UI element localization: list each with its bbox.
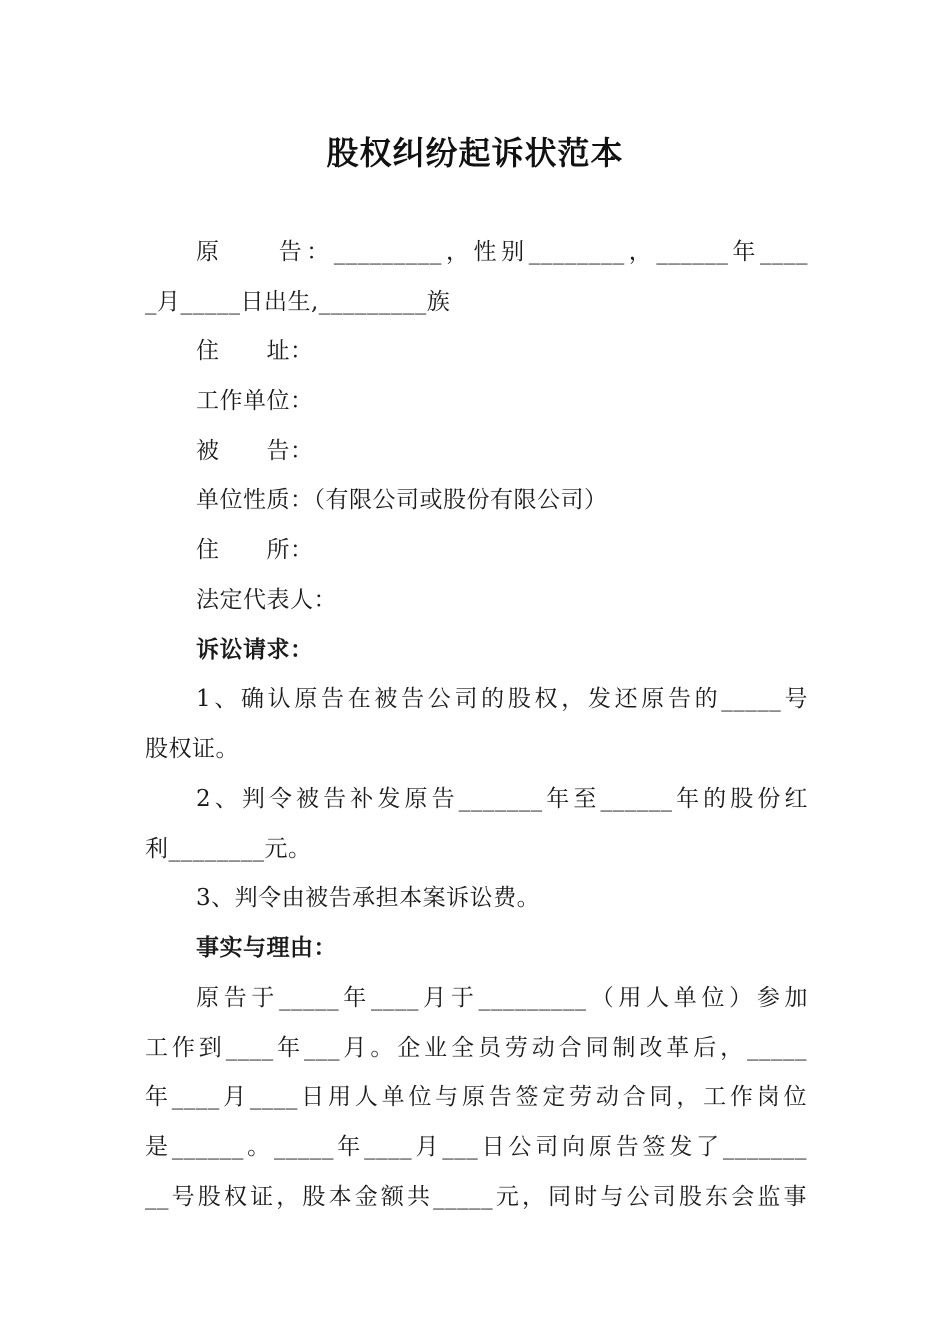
claim-2-continuation: 利________元。 <box>145 836 312 862</box>
facts-line-3: 年____月____日用人单位与原告签定劳动合同，工作岗位 <box>145 1084 807 1110</box>
plaintiff-workplace-line: 工作单位： <box>196 388 314 414</box>
plaintiff-address-line: 住 址： <box>196 338 314 364</box>
claim-1-line: 1、确认原告在被告公司的股权，发还原告的_____号 <box>196 686 808 712</box>
defendant-address-line: 住 所： <box>196 537 314 563</box>
plaintiff-line: 原 告：_________，性别________，______年____ <box>196 239 808 265</box>
defendant-line: 被 告： <box>196 438 314 464</box>
facts-line-2: 工作到____年___月。企业全员劳动合同制改革后，_____ <box>145 1035 807 1061</box>
facts-heading: 事实与理由： <box>196 935 337 961</box>
claim-2-line: 2、判令被告补发原告_______年至______年的股份红 <box>196 786 808 812</box>
document-title: 股权纠纷起诉状范本 <box>326 134 624 172</box>
company-type-line: 单位性质：（有限公司或股份有限公司） <box>196 487 608 513</box>
claim-1-continuation: 股权证。 <box>145 736 239 762</box>
facts-line-5: __号股权证，股本金额共_____元，同时与公司股东会监事 <box>145 1184 807 1210</box>
plaintiff-birth-line: _月_____日出生,_________族 <box>145 289 451 315</box>
facts-line-4: 是______。_____年____月___日公司向原告签发了_______ <box>145 1134 807 1160</box>
facts-line-1: 原告于_____年____月于_________（用人单位）参加 <box>196 985 808 1011</box>
claim-3-line: 3、判令由被告承担本案诉讼费。 <box>196 885 541 911</box>
claims-heading: 诉讼请求： <box>196 637 314 663</box>
legal-representative-line: 法定代表人： <box>196 587 337 613</box>
